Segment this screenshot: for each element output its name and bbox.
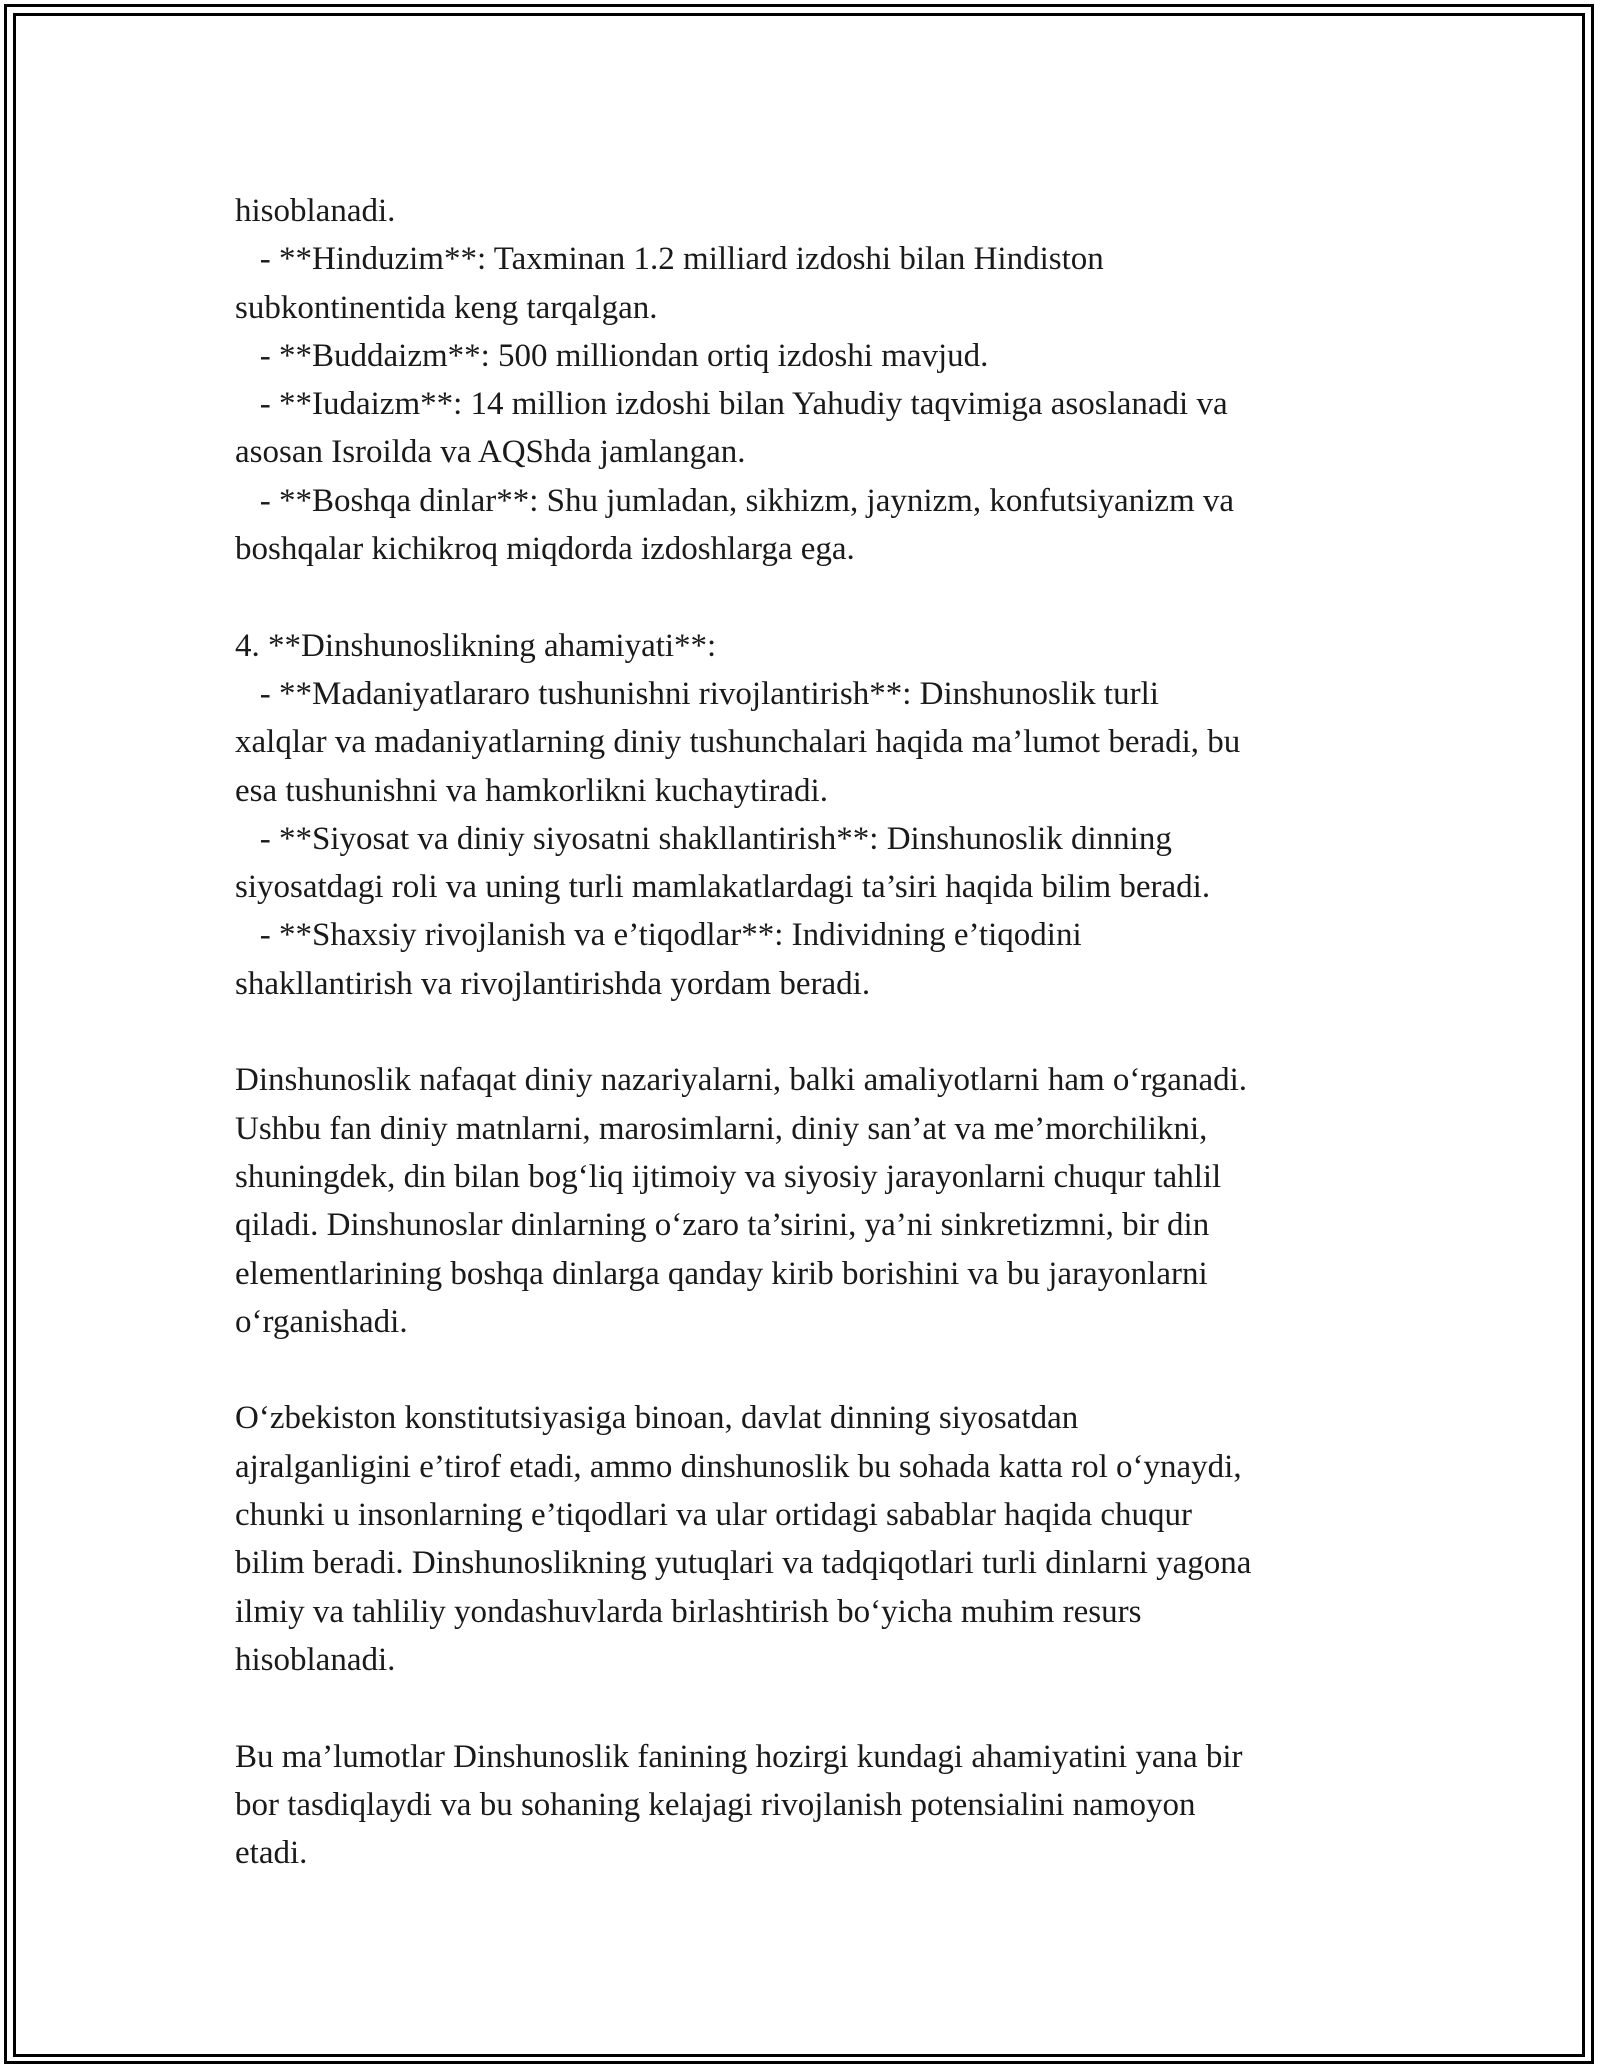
text-line: elementlarining boshqa dinlarga qanday kirib borishini va bu jarayonlarni bbox=[235, 1255, 1208, 1292]
text-line: hisoblanadi. bbox=[235, 1641, 396, 1678]
list-item-policy: - **Siyosat va diniy siyosatni shakllantirish**: Dinshunoslik dinning bbox=[235, 820, 1172, 857]
paragraph-study-scope bbox=[235, 1056, 1375, 1346]
text-line: boshqalar kichikroq miqdorda izdoshlarga ega. bbox=[235, 531, 855, 568]
text-line: Bu ma’lumotlar Dinshunoslik fanining hozirgi kundagi ahamiyatini yana bir bbox=[235, 1738, 1243, 1775]
text-line: bor tasdiqlaydi va bu sohaning kelajagi rivojlanish potensialini namoyon bbox=[235, 1786, 1196, 1823]
paragraph-importance-section bbox=[235, 622, 1375, 1008]
list-item-hinduism: - **Hinduzim**: Taxminan 1.2 milliard izdoshi bilan Hindiston bbox=[235, 241, 1104, 278]
paragraph-spacer bbox=[235, 1346, 1375, 1394]
text-line: ajralganligini e’tirof etadi, ammo dinshunoslik bu sohada katta rol o‘ynaydi, bbox=[235, 1448, 1242, 1485]
paragraph-religions-list bbox=[235, 187, 1375, 573]
text-line: chunki u insonlarning e’tiqodlari va ular ortidagi sabablar haqida chuqur bbox=[235, 1497, 1193, 1534]
list-item-other-religions: - **Boshqa dinlar**: Shu jumladan, sikhizm, jaynizm, konfutsiyanizm va bbox=[235, 482, 1235, 519]
text-line: bilim beradi. Dinshunoslikning yutuqlari va tadqiqotlari turli dinlarni yagona bbox=[235, 1545, 1252, 1582]
text-line: qiladi. Dinshunoslar dinlarning o‘zaro ta’sirini, ya’ni sinkretizmni, bir din bbox=[235, 1207, 1210, 1244]
text-line: asosan Isroilda va AQShda jamlangan. bbox=[235, 434, 746, 471]
text-line: Dinshunoslik nafaqat diniy nazariyalarni, balki amaliyotlarni ham o‘rganadi. bbox=[235, 1062, 1248, 1099]
text-line: subkontinentida keng tarqalgan. bbox=[235, 289, 658, 326]
text-line: shakllantirish va rivojlantirishda yordam beradi. bbox=[235, 965, 871, 1002]
text-line: siyosatdagi roli va uning turli mamlakatlardagi ta’siri haqida bilim beradi. bbox=[235, 869, 1211, 906]
list-item-personal-development: - **Shaxsiy rivojlanish va e’tiqodlar**: Individning e’tiqodini bbox=[235, 917, 1082, 954]
paragraph-spacer bbox=[235, 573, 1375, 621]
list-item-buddhism: - **Buddaizm**: 500 milliondan ortiq izdoshi mavjud. bbox=[235, 337, 989, 374]
list-item-intercultural: - **Madaniyatlararo tushunishni rivojlantirish**: Dinshunoslik turli bbox=[235, 675, 1159, 712]
text-line: Ushbu fan diniy matnlarni, marosimlarni, diniy san’at va me’morchilikni, bbox=[235, 1110, 1208, 1147]
paragraph-spacer bbox=[235, 1008, 1375, 1056]
text-line: o‘rganishadi. bbox=[235, 1303, 408, 1340]
paragraph-conclusion bbox=[235, 1733, 1375, 1878]
paragraph-constitution bbox=[235, 1394, 1375, 1684]
text-line: esa tushunishni va hamkorlikni kuchaytiradi. bbox=[235, 772, 828, 809]
text-line: hisoblanadi. bbox=[235, 193, 396, 229]
text-line: xalqlar va madaniyatlarning diniy tushunchalari haqida ma’lumot beradi, bu bbox=[235, 724, 1241, 761]
document-body bbox=[235, 187, 1375, 1877]
section-heading: 4. **Dinshunoslikning ahamiyati**: bbox=[235, 627, 717, 664]
list-item-judaism: - **Iudaizm**: 14 million izdoshi bilan Yahudiy taqvimiga asoslanadi va bbox=[235, 386, 1228, 423]
text-line: etadi. bbox=[235, 1835, 308, 1872]
text-line: ilmiy va tahliliy yondashuvlarda birlashtirish bo‘yicha muhim resurs bbox=[235, 1593, 1142, 1630]
text-line: O‘zbekiston konstitutsiyasiga binoan, davlat dinning siyosatdan bbox=[235, 1400, 1079, 1437]
text-line: shuningdek, din bilan bog‘liq ijtimoiy va siyosiy jarayonlarni chuqur tahlil bbox=[235, 1158, 1222, 1195]
paragraph-spacer bbox=[235, 1684, 1375, 1732]
